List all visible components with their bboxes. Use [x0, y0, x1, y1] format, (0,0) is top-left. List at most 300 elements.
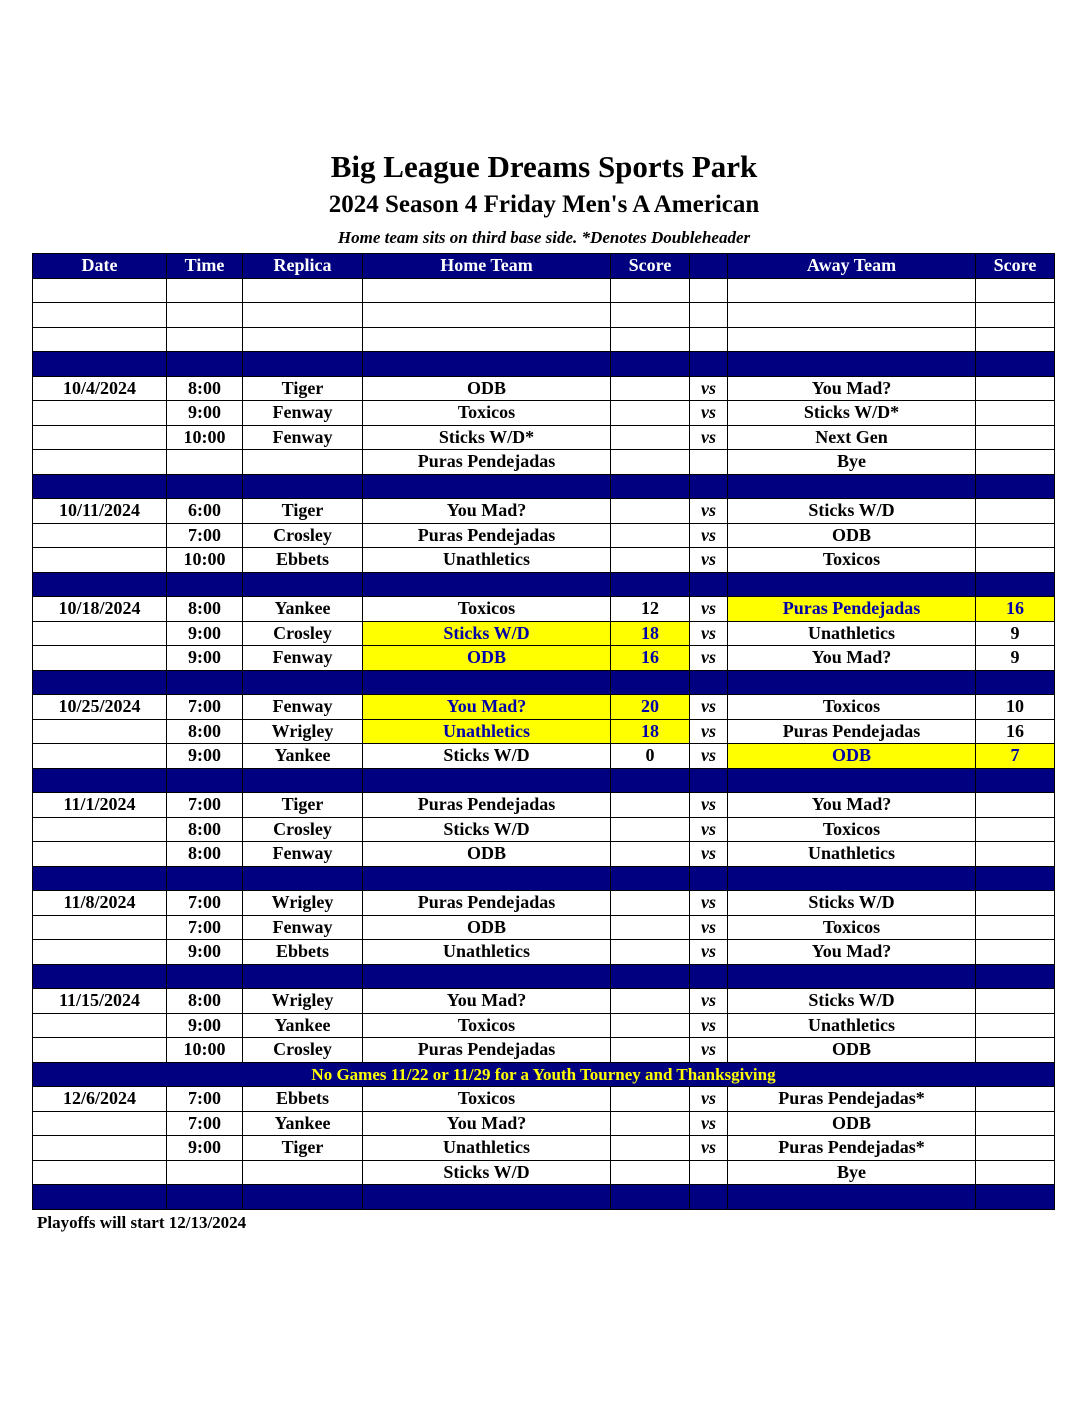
home-team-cell: Puras Pendejadas — [363, 1038, 611, 1063]
table-row — [33, 425, 1055, 450]
date-cell: 11/8/2024 — [33, 891, 167, 916]
away-score-cell: 9 — [976, 621, 1055, 646]
date-cell: 10/25/2024 — [33, 695, 167, 720]
replica-cell: Tiger — [243, 499, 363, 524]
away-score-cell: 10 — [976, 695, 1055, 720]
home-team-cell: Sticks W/D — [363, 817, 611, 842]
date-cell — [33, 1038, 167, 1063]
home-score-cell — [611, 303, 690, 328]
away-team-cell — [728, 352, 976, 377]
table-row — [33, 817, 1055, 842]
time-cell: 10:00 — [167, 548, 243, 573]
vs-cell: vs — [690, 646, 728, 671]
away-team-cell — [728, 303, 976, 328]
home-score-cell: 18 — [611, 719, 690, 744]
away-team-cell — [728, 670, 976, 695]
vs-cell: vs — [690, 1111, 728, 1136]
replica-cell: Crosley — [243, 523, 363, 548]
date-cell: 12/6/2024 — [33, 1087, 167, 1112]
away-team-cell: Sticks W/D — [728, 989, 976, 1014]
away-team-cell: Puras Pendejadas — [728, 597, 976, 622]
replica-cell: Yankee — [243, 744, 363, 769]
schedule-body — [33, 278, 1055, 1209]
away-team-cell — [728, 768, 976, 793]
away-team-cell: Next Gen — [728, 425, 976, 450]
time-cell — [167, 1185, 243, 1210]
separator-row — [33, 474, 1055, 499]
replica-cell: Crosley — [243, 1038, 363, 1063]
replica-cell: Ebbets — [243, 940, 363, 965]
home-score-cell — [611, 401, 690, 426]
home-score-cell: 0 — [611, 744, 690, 769]
date-cell — [33, 964, 167, 989]
home-score-cell — [611, 817, 690, 842]
vs-cell: vs — [690, 891, 728, 916]
date-cell — [33, 817, 167, 842]
away-score-cell — [976, 866, 1055, 891]
time-cell — [167, 474, 243, 499]
replica-cell — [243, 474, 363, 499]
home-team-cell: Unathletics — [363, 548, 611, 573]
home-team-cell: Unathletics — [363, 1136, 611, 1161]
time-cell: 7:00 — [167, 1087, 243, 1112]
home-team-cell: Sticks W/D — [363, 1160, 611, 1185]
away-score-cell — [976, 1013, 1055, 1038]
vs-cell: vs — [690, 401, 728, 426]
table-row — [33, 891, 1055, 916]
time-cell: 9:00 — [167, 940, 243, 965]
table-row — [33, 915, 1055, 940]
home-score-cell — [611, 989, 690, 1014]
time-cell: 10:00 — [167, 1038, 243, 1063]
table-row — [33, 401, 1055, 426]
time-cell — [167, 768, 243, 793]
home-team-cell: ODB — [363, 915, 611, 940]
replica-cell — [243, 866, 363, 891]
away-score-cell — [976, 670, 1055, 695]
away-team-cell: ODB — [728, 1038, 976, 1063]
home-team-cell — [363, 1185, 611, 1210]
replica-cell — [243, 572, 363, 597]
time-cell: 8:00 — [167, 376, 243, 401]
time-cell — [167, 866, 243, 891]
away-score-cell: 16 — [976, 597, 1055, 622]
time-cell: 7:00 — [167, 915, 243, 940]
home-score-cell — [611, 474, 690, 499]
page-title: Big League Dreams Sports Park — [330, 149, 758, 184]
col-date: Date — [33, 254, 167, 279]
col-time: Time — [167, 254, 243, 279]
season-subtitle: 2024 Season 4 Friday Men's A American — [328, 191, 760, 218]
replica-cell — [243, 1185, 363, 1210]
time-cell: 7:00 — [167, 891, 243, 916]
home-team-cell: Sticks W/D — [363, 621, 611, 646]
home-team-cell: ODB — [363, 842, 611, 867]
date-cell — [33, 719, 167, 744]
away-team-cell: Sticks W/D* — [728, 401, 976, 426]
home-score-cell — [611, 891, 690, 916]
date-cell — [33, 621, 167, 646]
table-row — [33, 719, 1055, 744]
replica-cell: Fenway — [243, 646, 363, 671]
time-cell — [167, 670, 243, 695]
banner-row — [33, 1062, 1055, 1087]
away-score-cell — [976, 1136, 1055, 1161]
away-score-cell — [976, 1160, 1055, 1185]
away-team-cell: Toxicos — [728, 695, 976, 720]
home-team-cell — [363, 474, 611, 499]
replica-cell: Yankee — [243, 1111, 363, 1136]
away-team-cell: ODB — [728, 523, 976, 548]
replica-cell — [243, 327, 363, 352]
blank-row — [33, 327, 1055, 352]
away-team-cell: You Mad? — [728, 940, 976, 965]
table-row — [33, 376, 1055, 401]
time-cell: 6:00 — [167, 499, 243, 524]
time-cell — [167, 1160, 243, 1185]
home-score-cell — [611, 1185, 690, 1210]
replica-cell — [243, 670, 363, 695]
away-team-cell: Bye — [728, 450, 976, 475]
away-score-cell — [976, 891, 1055, 916]
away-score-cell — [976, 352, 1055, 377]
date-cell — [33, 1136, 167, 1161]
away-score-cell: 9 — [976, 646, 1055, 671]
separator-row — [33, 670, 1055, 695]
away-score-cell — [976, 327, 1055, 352]
replica-cell — [243, 352, 363, 377]
home-team-cell — [363, 327, 611, 352]
separator-row — [33, 352, 1055, 377]
table-row — [33, 597, 1055, 622]
home-score-cell — [611, 842, 690, 867]
vs-cell — [690, 352, 728, 377]
home-score-cell — [611, 376, 690, 401]
date-cell — [33, 842, 167, 867]
replica-cell — [243, 303, 363, 328]
away-score-cell — [976, 1111, 1055, 1136]
home-team-cell: Sticks W/D — [363, 744, 611, 769]
table-row — [33, 1136, 1055, 1161]
time-cell: 8:00 — [167, 817, 243, 842]
vs-cell: vs — [690, 621, 728, 646]
home-score-cell — [611, 352, 690, 377]
date-cell — [33, 474, 167, 499]
date-cell — [33, 768, 167, 793]
home-score-cell — [611, 670, 690, 695]
away-team-cell: Unathletics — [728, 1013, 976, 1038]
vs-cell: vs — [690, 915, 728, 940]
home-team-cell: Toxicos — [363, 401, 611, 426]
away-score-cell — [976, 989, 1055, 1014]
time-cell: 8:00 — [167, 719, 243, 744]
vs-cell — [690, 327, 728, 352]
header-row — [33, 254, 1055, 279]
table-row — [33, 842, 1055, 867]
replica-cell — [243, 278, 363, 303]
date-cell — [33, 401, 167, 426]
vs-cell — [690, 866, 728, 891]
home-team-cell — [363, 303, 611, 328]
home-team-cell — [363, 768, 611, 793]
away-score-cell — [976, 1185, 1055, 1210]
home-score-cell: 18 — [611, 621, 690, 646]
col-away-score: Score — [976, 254, 1055, 279]
time-cell: 9:00 — [167, 744, 243, 769]
col-home-score: Score — [611, 254, 690, 279]
table-row — [33, 940, 1055, 965]
away-score-cell: 7 — [976, 744, 1055, 769]
vs-cell: vs — [690, 1038, 728, 1063]
away-score-cell — [976, 474, 1055, 499]
home-team-cell — [363, 964, 611, 989]
home-team-cell — [363, 670, 611, 695]
vs-cell: vs — [690, 523, 728, 548]
date-cell — [33, 1185, 167, 1210]
replica-cell: Fenway — [243, 842, 363, 867]
vs-cell: vs — [690, 1087, 728, 1112]
home-score-cell — [611, 450, 690, 475]
table-row — [33, 989, 1055, 1014]
time-cell: 9:00 — [167, 646, 243, 671]
home-team-cell — [363, 866, 611, 891]
date-cell: 11/15/2024 — [33, 989, 167, 1014]
date-cell: 11/1/2024 — [33, 793, 167, 818]
table-row — [33, 499, 1055, 524]
replica-cell: Fenway — [243, 401, 363, 426]
home-score-cell: 12 — [611, 597, 690, 622]
time-cell: 7:00 — [167, 1111, 243, 1136]
home-team-cell: You Mad? — [363, 499, 611, 524]
away-team-cell — [728, 327, 976, 352]
home-team-cell — [363, 278, 611, 303]
vs-cell — [690, 1160, 728, 1185]
vs-cell: vs — [690, 548, 728, 573]
away-team-cell: Bye — [728, 1160, 976, 1185]
date-cell — [33, 327, 167, 352]
date-cell — [33, 572, 167, 597]
vs-cell: vs — [690, 376, 728, 401]
time-cell: 9:00 — [167, 621, 243, 646]
home-score-cell — [611, 793, 690, 818]
time-cell — [167, 303, 243, 328]
date-cell: 10/4/2024 — [33, 376, 167, 401]
away-team-cell: Puras Pendejadas — [728, 719, 976, 744]
away-team-cell: Toxicos — [728, 817, 976, 842]
away-score-cell — [976, 278, 1055, 303]
home-team-cell: You Mad? — [363, 1111, 611, 1136]
replica-cell — [243, 1160, 363, 1185]
away-score-cell — [976, 915, 1055, 940]
away-score-cell — [976, 523, 1055, 548]
date-cell — [33, 548, 167, 573]
replica-cell: Ebbets — [243, 1087, 363, 1112]
home-team-cell: Toxicos — [363, 1013, 611, 1038]
away-team-cell — [728, 572, 976, 597]
home-score-cell — [611, 425, 690, 450]
away-score-cell — [976, 1038, 1055, 1063]
home-team-cell: Puras Pendejadas — [363, 523, 611, 548]
home-score-cell — [611, 1087, 690, 1112]
away-team-cell: You Mad? — [728, 376, 976, 401]
separator-row — [33, 572, 1055, 597]
table-row — [33, 1038, 1055, 1063]
schedule-table — [32, 253, 1055, 1210]
home-team-cell: Toxicos — [363, 597, 611, 622]
away-score-cell — [976, 1087, 1055, 1112]
table-row — [33, 793, 1055, 818]
time-cell — [167, 450, 243, 475]
home-team-cell: Unathletics — [363, 719, 611, 744]
away-score-cell — [976, 450, 1055, 475]
date-cell — [33, 523, 167, 548]
home-team-cell: You Mad? — [363, 695, 611, 720]
away-team-cell — [728, 1185, 976, 1210]
col-vs — [690, 254, 728, 279]
home-team-cell: Puras Pendejadas — [363, 891, 611, 916]
separator-row — [33, 768, 1055, 793]
away-score-cell — [976, 303, 1055, 328]
table-row — [33, 1111, 1055, 1136]
date-cell — [33, 1160, 167, 1185]
away-score-cell — [976, 548, 1055, 573]
separator-row — [33, 866, 1055, 891]
vs-cell: vs — [690, 719, 728, 744]
vs-cell: vs — [690, 695, 728, 720]
away-score-cell — [976, 842, 1055, 867]
time-cell — [167, 352, 243, 377]
vs-cell: vs — [690, 817, 728, 842]
home-score-cell — [611, 940, 690, 965]
replica-cell: Wrigley — [243, 719, 363, 744]
vs-cell: vs — [690, 597, 728, 622]
date-cell — [33, 744, 167, 769]
home-score-cell: 20 — [611, 695, 690, 720]
replica-cell: Tiger — [243, 793, 363, 818]
table-row — [33, 695, 1055, 720]
table-row — [33, 548, 1055, 573]
date-cell — [33, 1013, 167, 1038]
col-away-team: Away Team — [728, 254, 976, 279]
replica-cell: Fenway — [243, 425, 363, 450]
replica-cell: Yankee — [243, 597, 363, 622]
away-team-cell: Sticks W/D — [728, 891, 976, 916]
vs-cell — [690, 572, 728, 597]
date-cell — [33, 915, 167, 940]
replica-cell: Crosley — [243, 621, 363, 646]
time-cell — [167, 572, 243, 597]
replica-cell: Tiger — [243, 376, 363, 401]
vs-cell — [690, 450, 728, 475]
away-score-cell — [976, 499, 1055, 524]
away-team-cell: Sticks W/D — [728, 499, 976, 524]
date-cell — [33, 940, 167, 965]
home-team-cell: ODB — [363, 646, 611, 671]
home-score-cell — [611, 1136, 690, 1161]
away-team-cell: ODB — [728, 744, 976, 769]
home-score-cell — [611, 1013, 690, 1038]
time-cell: 7:00 — [167, 523, 243, 548]
vs-cell — [690, 964, 728, 989]
away-team-cell — [728, 964, 976, 989]
home-team-cell: Puras Pendejadas — [363, 450, 611, 475]
vs-cell: vs — [690, 989, 728, 1014]
home-score-cell — [611, 866, 690, 891]
date-cell — [33, 303, 167, 328]
time-cell — [167, 278, 243, 303]
time-cell — [167, 964, 243, 989]
replica-cell: Yankee — [243, 1013, 363, 1038]
table-row — [33, 1160, 1055, 1185]
away-team-cell: Toxicos — [728, 915, 976, 940]
table-row — [33, 621, 1055, 646]
replica-cell: Wrigley — [243, 891, 363, 916]
away-score-cell — [976, 425, 1055, 450]
home-score-cell — [611, 327, 690, 352]
away-team-cell — [728, 866, 976, 891]
replica-cell: Tiger — [243, 1136, 363, 1161]
blank-row — [33, 278, 1055, 303]
col-home-team: Home Team — [363, 254, 611, 279]
away-score-cell — [976, 964, 1055, 989]
time-cell: 8:00 — [167, 842, 243, 867]
away-score-cell — [976, 572, 1055, 597]
away-team-cell: Puras Pendejadas* — [728, 1136, 976, 1161]
home-team-cell: Sticks W/D* — [363, 425, 611, 450]
date-cell — [33, 646, 167, 671]
vs-cell: vs — [690, 842, 728, 867]
date-cell — [33, 450, 167, 475]
time-cell: 9:00 — [167, 1136, 243, 1161]
home-score-cell — [611, 278, 690, 303]
home-score-cell — [611, 548, 690, 573]
home-score-cell — [611, 499, 690, 524]
away-team-cell: Toxicos — [728, 548, 976, 573]
home-score-cell — [611, 768, 690, 793]
home-team-cell: Unathletics — [363, 940, 611, 965]
time-cell: 8:00 — [167, 989, 243, 1014]
banner-text: No Games 11/22 or 11/29 for a Youth Tourney and Thanksgiving — [33, 1062, 1055, 1087]
vs-cell — [690, 303, 728, 328]
home-score-cell — [611, 523, 690, 548]
away-score-cell — [976, 817, 1055, 842]
replica-cell — [243, 768, 363, 793]
away-team-cell: ODB — [728, 1111, 976, 1136]
date-cell: 10/18/2024 — [33, 597, 167, 622]
vs-cell: vs — [690, 1136, 728, 1161]
table-row — [33, 450, 1055, 475]
away-team-cell — [728, 474, 976, 499]
home-team-cell: You Mad? — [363, 989, 611, 1014]
table-row — [33, 646, 1055, 671]
table-row — [33, 1013, 1055, 1038]
home-score-cell: 16 — [611, 646, 690, 671]
date-cell — [33, 278, 167, 303]
vs-cell: vs — [690, 499, 728, 524]
away-score-cell — [976, 793, 1055, 818]
away-team-cell: Puras Pendejadas* — [728, 1087, 976, 1112]
away-score-cell — [976, 401, 1055, 426]
time-cell — [167, 327, 243, 352]
replica-cell — [243, 964, 363, 989]
home-score-cell — [611, 1111, 690, 1136]
date-cell — [33, 352, 167, 377]
away-score-cell: 16 — [976, 719, 1055, 744]
away-team-cell: Unathletics — [728, 621, 976, 646]
replica-cell: Ebbets — [243, 548, 363, 573]
away-team-cell: Unathletics — [728, 842, 976, 867]
vs-cell: vs — [690, 793, 728, 818]
